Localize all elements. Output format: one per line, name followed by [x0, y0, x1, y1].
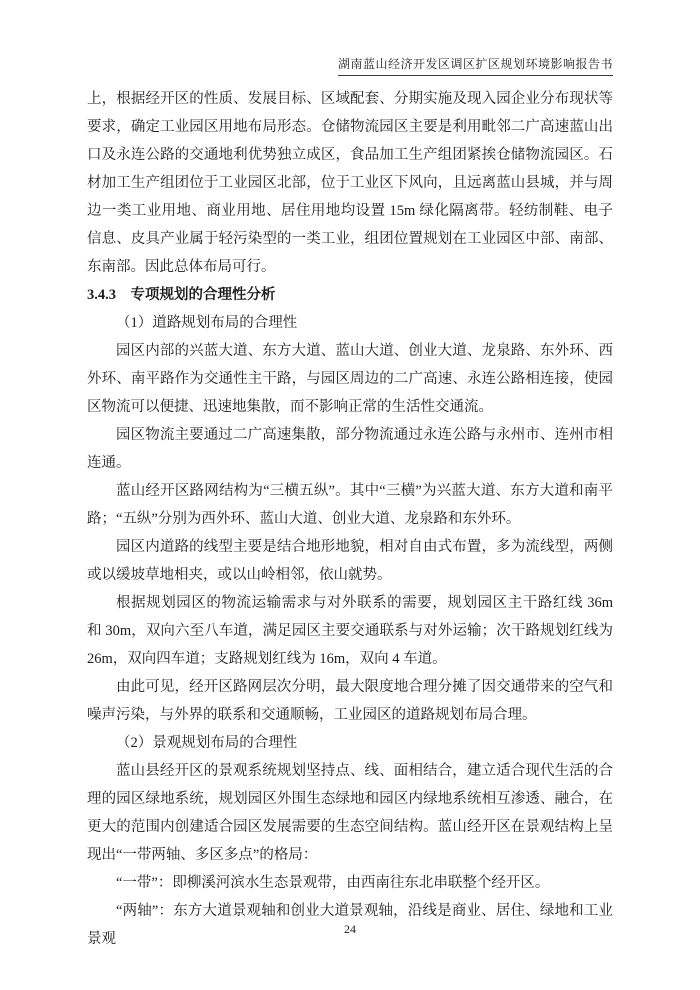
body-paragraph: 蓝山县经开区的景观系统规划坚持点、线、面相结合，建立适合现代生活的合理的园区绿地系统，规划园区外围生态绿地和园区内绿地系统相互渗透、融合，在更大的范围内创建适合园区发展需要的生态空间结构。蓝山经开区在景观结构上呈现出“一带两轴、多区多点”的格局：	[87, 763, 613, 863]
body-paragraph: “一带”：即柳溪河滨水生态景观带，由西南往东北串联整个经开区。	[116, 875, 550, 891]
page-number: 24	[344, 922, 356, 936]
body-paragraph-continuation: 上，根据经开区的性质、发展目标、区域配套、分期实施及现入园企业分布现状等要求，确定工业园区用地布局形态。仓储物流园区主要是利用毗邻二广高速蓝山出口及永连公路的交通地利优势独立成区，食品加工生产组团紧挨仓储物流园区。石材加工生产组团位于工业园区北部，位于工业区下风向，且远离蓝山县城，并与周边一类工业用地、商业用地、居住用地均设置 15m 绿化隔离带。轻纺制鞋、电子信息、皮具产业属于轻污染型的一类工业，组团位置规划在工业园区中部、南部、东南部。因此总体布局可行。	[87, 91, 613, 275]
report-title: 湖南蓝山经济开发区调区扩区规划环境影响报告书	[338, 56, 613, 76]
sub-heading: （1）道路规划布局的合理性	[116, 315, 298, 331]
section-heading: 3.4.3 专项规划的合理性分析	[87, 287, 276, 303]
page-footer	[0, 921, 700, 937]
document-body	[87, 85, 613, 953]
body-paragraph: 由此可见，经开区路网层次分明，最大限度地合理分摊了因交通带来的空气和噪声污染，与外界的联系和交通顺畅，工业园区的道路规划布局合理。	[87, 679, 613, 723]
body-paragraph: 园区物流主要通过二广高速集散，部分物流通过永连公路与永州市、连州市相连通。	[87, 427, 613, 471]
body-paragraph: 蓝山经开区路网结构为“三横五纵”。其中“三横”为兴蓝大道、东方大道和南平路；“五纵”分别为西外环、蓝山大道、创业大道、龙泉路和东外环。	[87, 483, 613, 527]
body-paragraph: 园区内部的兴蓝大道、东方大道、蓝山大道、创业大道、龙泉路、东外环、西外环、南平路作为交通性主干路，与园区周边的二广高速、永连公路相连接，使园区物流可以便捷、迅速地集散，而不影响正常的生活性交通流。	[87, 343, 613, 415]
page-header	[87, 56, 613, 76]
body-paragraph: 园区内道路的线型主要是结合地形地貌，相对自由式布置，多为流线型，两侧或以缓坡草地相夹，或以山岭相邻，依山就势。	[87, 539, 613, 583]
body-paragraph: “两轴”：东方大道景观轴和创业大道景观轴，沿线是商业、居住、绿地和工业景观	[87, 903, 613, 947]
body-paragraph: 根据规划园区的物流运输需求与对外联系的需要，规划园区主干路红线 36m 和 30m，双向六至八车道，满足园区主要交通联系与对外运输；次干路规划红线为 26m，双向四车道；支路规划红线为 16m，双向 4 车道。	[87, 595, 613, 667]
sub-heading: （2）景观规划布局的合理性	[116, 735, 298, 751]
